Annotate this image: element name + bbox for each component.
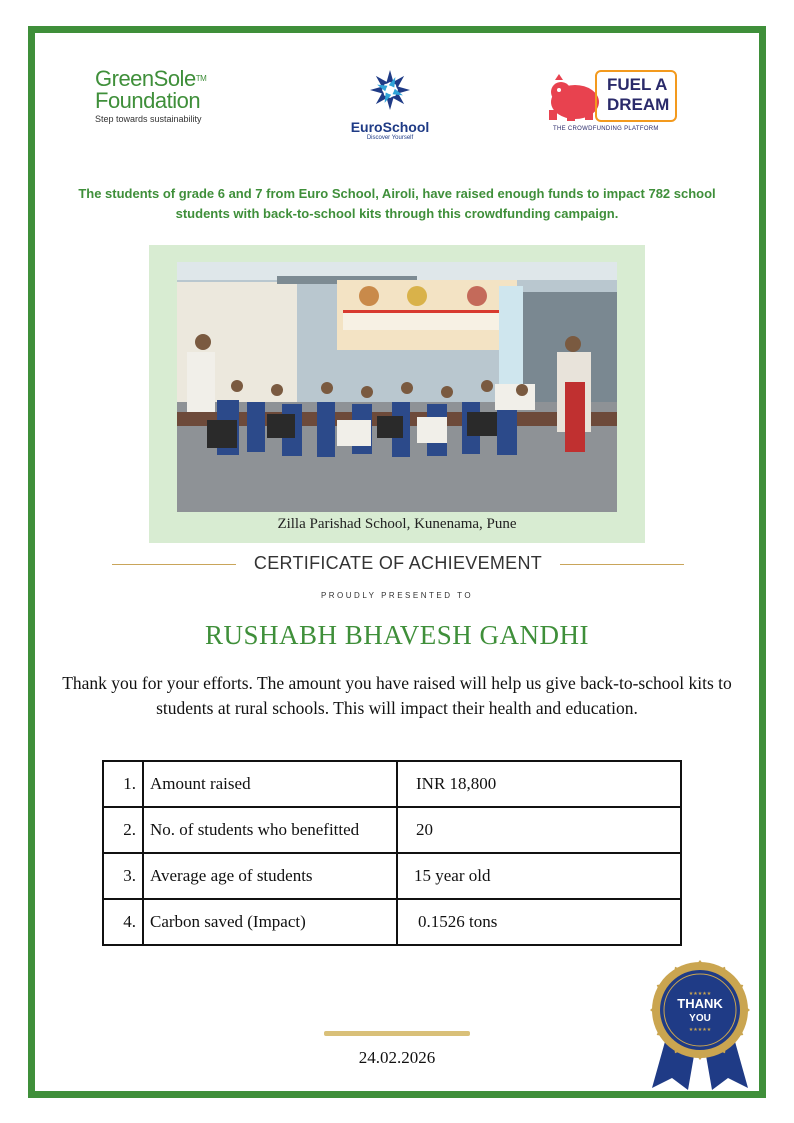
- metric-label: Amount raised: [143, 761, 397, 807]
- row-number: 1.: [103, 761, 143, 807]
- euroschool-tagline: Discover Yourself: [366, 135, 414, 141]
- svg-text:★★★★★: ★★★★★: [688, 991, 712, 997]
- certificate-title: CERTIFICATE OF ACHIEVEMENT: [253, 553, 543, 573]
- euroschool-star-icon: [368, 68, 412, 112]
- recipient-name: RUSHABH BHAVESH GANDHI: [204, 620, 590, 650]
- signature-line: [324, 1031, 470, 1036]
- fuel-a-dream-logo: [545, 70, 685, 136]
- greensole-tagline: Step towards sustainability: [95, 114, 202, 124]
- greensole-logo: GreenSole™ Foundation Step towards sustainability: [95, 68, 245, 130]
- metric-value: INR 18,800: [397, 761, 681, 807]
- row-number: 2.: [103, 807, 143, 853]
- certificate-date: 24.02.2026: [358, 1048, 436, 1067]
- metric-label: Average age of students: [143, 853, 397, 899]
- table-row: [103, 853, 681, 899]
- table-row: [103, 899, 681, 945]
- metric-value: 20: [397, 807, 681, 853]
- photo-panel: [149, 245, 645, 543]
- greensole-name-line1: GreenSole: [95, 66, 196, 91]
- euroschool-name: EuroSchool: [350, 119, 430, 135]
- badge-line2: YOU: [689, 1013, 711, 1024]
- metric-label: No. of students who benefitted: [143, 807, 397, 853]
- table-row: [103, 761, 681, 807]
- metric-label: Carbon saved (Impact): [143, 899, 397, 945]
- intro-text: The students of grade 6 and 7 from Euro School, Airoli, have raised enough funds to impact 782 school students with back-to-school kits through this crowdfunding campaign.: [78, 186, 716, 221]
- fuel-a-dream-tagline: THE CROWDFUNDING PLATFORM: [553, 126, 659, 132]
- certificate-heading: [112, 553, 684, 575]
- fuel-a-dream-line1: FUEL A: [607, 75, 668, 94]
- row-number: 4.: [103, 899, 143, 945]
- euroschool-logo: [340, 68, 440, 144]
- fuel-a-dream-line2: DREAM: [607, 95, 670, 114]
- metric-value: 15 year old: [397, 853, 681, 899]
- photo-caption: Zilla Parishad School, Kunenama, Pune: [277, 516, 517, 532]
- table-row: [103, 807, 681, 853]
- group-photo: [177, 262, 617, 512]
- row-number: 3.: [103, 853, 143, 899]
- thank-you-badge-icon: [644, 960, 756, 1092]
- svg-text:★★★★★: ★★★★★: [688, 1027, 712, 1033]
- impact-table: [102, 760, 682, 946]
- presented-to-label: PROUDLY PRESENTED TO: [320, 591, 474, 600]
- metric-value: 0.1526 tons: [397, 899, 681, 945]
- greensole-name-line2: Foundation: [95, 88, 201, 113]
- thank-you-message: Thank you for your efforts. The amount you have raised will help us give back-to-school kits to students at rural schools. This will impact their health and education.: [62, 673, 732, 718]
- badge-line1: THANK: [677, 996, 723, 1011]
